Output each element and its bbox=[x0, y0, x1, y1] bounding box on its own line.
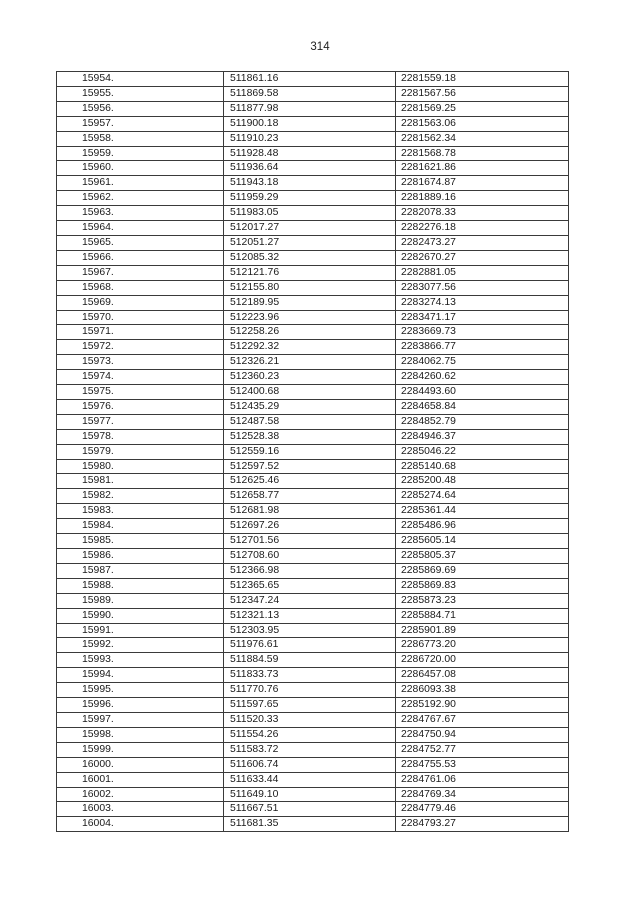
point-number-cell: 15997. bbox=[57, 712, 224, 727]
table-row bbox=[57, 817, 569, 832]
point-number-cell: 15993. bbox=[57, 653, 224, 668]
y-coordinate-cell: 2286720.00 bbox=[396, 653, 569, 668]
y-coordinate-cell: 2282670.27 bbox=[396, 250, 569, 265]
point-number-cell: 15972. bbox=[57, 340, 224, 355]
y-coordinate-cell: 2282276.18 bbox=[396, 221, 569, 236]
y-coordinate-cell: 2283669.73 bbox=[396, 325, 569, 340]
y-coordinate-cell: 2285046.22 bbox=[396, 444, 569, 459]
x-coordinate-cell: 511597.65 bbox=[224, 698, 396, 713]
x-coordinate-cell: 512258.26 bbox=[224, 325, 396, 340]
point-number-cell: 15966. bbox=[57, 250, 224, 265]
x-coordinate-cell: 511583.72 bbox=[224, 742, 396, 757]
page-number: 314 bbox=[310, 41, 330, 53]
y-coordinate-cell: 2281621.86 bbox=[396, 161, 569, 176]
x-coordinate-cell: 512347.24 bbox=[224, 593, 396, 608]
y-coordinate-cell: 2285884.71 bbox=[396, 608, 569, 623]
y-coordinate-cell: 2284755.53 bbox=[396, 757, 569, 772]
table-row bbox=[57, 489, 569, 504]
point-number-cell: 15988. bbox=[57, 578, 224, 593]
x-coordinate-cell: 512085.32 bbox=[224, 250, 396, 265]
y-coordinate-cell: 2283077.56 bbox=[396, 280, 569, 295]
point-number-cell: 15971. bbox=[57, 325, 224, 340]
y-coordinate-cell: 2285869.83 bbox=[396, 578, 569, 593]
x-coordinate-cell: 511606.74 bbox=[224, 757, 396, 772]
table-row bbox=[57, 668, 569, 683]
x-coordinate-cell: 512360.23 bbox=[224, 370, 396, 385]
table-row bbox=[57, 504, 569, 519]
y-coordinate-cell: 2285361.44 bbox=[396, 504, 569, 519]
y-coordinate-cell: 2284752.77 bbox=[396, 742, 569, 757]
x-coordinate-cell: 511833.73 bbox=[224, 668, 396, 683]
table-row bbox=[57, 221, 569, 236]
x-coordinate-cell: 512051.27 bbox=[224, 235, 396, 250]
table-row bbox=[57, 444, 569, 459]
point-number-cell: 15999. bbox=[57, 742, 224, 757]
table-row bbox=[57, 355, 569, 370]
x-coordinate-cell: 511869.58 bbox=[224, 86, 396, 101]
x-coordinate-cell: 512155.80 bbox=[224, 280, 396, 295]
table-row bbox=[57, 399, 569, 414]
point-number-cell: 15956. bbox=[57, 101, 224, 116]
x-coordinate-cell: 511900.18 bbox=[224, 116, 396, 131]
point-number-cell: 15955. bbox=[57, 86, 224, 101]
table-row bbox=[57, 265, 569, 280]
point-number-cell: 15962. bbox=[57, 191, 224, 206]
table-row bbox=[57, 698, 569, 713]
table-row bbox=[57, 534, 569, 549]
y-coordinate-cell: 2281562.34 bbox=[396, 131, 569, 146]
point-number-cell: 15986. bbox=[57, 549, 224, 564]
table-row bbox=[57, 370, 569, 385]
table-row bbox=[57, 206, 569, 221]
point-number-cell: 15992. bbox=[57, 638, 224, 653]
point-number-cell: 15981. bbox=[57, 474, 224, 489]
table-row bbox=[57, 519, 569, 534]
point-number-cell: 15989. bbox=[57, 593, 224, 608]
point-number-cell: 15979. bbox=[57, 444, 224, 459]
point-number-cell: 16001. bbox=[57, 772, 224, 787]
x-coordinate-cell: 511910.23 bbox=[224, 131, 396, 146]
y-coordinate-cell: 2285274.64 bbox=[396, 489, 569, 504]
point-number-cell: 15957. bbox=[57, 116, 224, 131]
table-row bbox=[57, 683, 569, 698]
x-coordinate-cell: 511884.59 bbox=[224, 653, 396, 668]
x-coordinate-cell: 511959.29 bbox=[224, 191, 396, 206]
point-number-cell: 15969. bbox=[57, 295, 224, 310]
x-coordinate-cell: 512528.38 bbox=[224, 429, 396, 444]
point-number-cell: 15965. bbox=[57, 235, 224, 250]
x-coordinate-cell: 511770.76 bbox=[224, 683, 396, 698]
table-row bbox=[57, 623, 569, 638]
x-coordinate-cell: 511633.44 bbox=[224, 772, 396, 787]
table-row bbox=[57, 385, 569, 400]
point-number-cell: 15973. bbox=[57, 355, 224, 370]
x-coordinate-cell: 512365.65 bbox=[224, 578, 396, 593]
table-row bbox=[57, 131, 569, 146]
table-row bbox=[57, 235, 569, 250]
y-coordinate-cell: 2285901.89 bbox=[396, 623, 569, 638]
point-number-cell: 15995. bbox=[57, 683, 224, 698]
x-coordinate-cell: 511554.26 bbox=[224, 727, 396, 742]
point-number-cell: 15982. bbox=[57, 489, 224, 504]
x-coordinate-cell: 511928.48 bbox=[224, 146, 396, 161]
y-coordinate-cell: 2281559.18 bbox=[396, 72, 569, 87]
point-number-cell: 15967. bbox=[57, 265, 224, 280]
point-number-cell: 15976. bbox=[57, 399, 224, 414]
point-number-cell: 15960. bbox=[57, 161, 224, 176]
point-number-cell: 16000. bbox=[57, 757, 224, 772]
y-coordinate-cell: 2284658.84 bbox=[396, 399, 569, 414]
table-row bbox=[57, 101, 569, 116]
point-number-cell: 15959. bbox=[57, 146, 224, 161]
y-coordinate-cell: 2284769.34 bbox=[396, 787, 569, 802]
table-row bbox=[57, 146, 569, 161]
y-coordinate-cell: 2285486.96 bbox=[396, 519, 569, 534]
x-coordinate-cell: 512487.58 bbox=[224, 414, 396, 429]
point-number-cell: 15974. bbox=[57, 370, 224, 385]
x-coordinate-cell: 512435.29 bbox=[224, 399, 396, 414]
y-coordinate-cell: 2281674.87 bbox=[396, 176, 569, 191]
table-row bbox=[57, 742, 569, 757]
x-coordinate-cell: 512559.16 bbox=[224, 444, 396, 459]
y-coordinate-cell: 2285200.48 bbox=[396, 474, 569, 489]
y-coordinate-cell: 2283471.17 bbox=[396, 310, 569, 325]
point-number-cell: 15964. bbox=[57, 221, 224, 236]
table-row bbox=[57, 459, 569, 474]
point-number-cell: 15984. bbox=[57, 519, 224, 534]
y-coordinate-cell: 2286093.38 bbox=[396, 683, 569, 698]
x-coordinate-cell: 512189.95 bbox=[224, 295, 396, 310]
x-coordinate-cell: 512017.27 bbox=[224, 221, 396, 236]
y-coordinate-cell: 2285805.37 bbox=[396, 549, 569, 564]
table-row bbox=[57, 72, 569, 87]
point-number-cell: 15994. bbox=[57, 668, 224, 683]
x-coordinate-cell: 512303.95 bbox=[224, 623, 396, 638]
table-row bbox=[57, 191, 569, 206]
x-coordinate-cell: 512697.26 bbox=[224, 519, 396, 534]
y-coordinate-cell: 2284761.06 bbox=[396, 772, 569, 787]
y-coordinate-cell: 2283866.77 bbox=[396, 340, 569, 355]
point-number-cell: 15987. bbox=[57, 563, 224, 578]
y-coordinate-cell: 2284779.46 bbox=[396, 802, 569, 817]
table-row bbox=[57, 578, 569, 593]
table-row bbox=[57, 295, 569, 310]
table-row bbox=[57, 340, 569, 355]
y-coordinate-cell: 2281563.06 bbox=[396, 116, 569, 131]
table-row bbox=[57, 593, 569, 608]
table-row bbox=[57, 802, 569, 817]
x-coordinate-cell: 511861.16 bbox=[224, 72, 396, 87]
point-number-cell: 15996. bbox=[57, 698, 224, 713]
x-coordinate-cell: 512292.32 bbox=[224, 340, 396, 355]
x-coordinate-cell: 512366.98 bbox=[224, 563, 396, 578]
table-row bbox=[57, 772, 569, 787]
y-coordinate-cell: 2284062.75 bbox=[396, 355, 569, 370]
y-coordinate-cell: 2286457.08 bbox=[396, 668, 569, 683]
point-number-cell: 15968. bbox=[57, 280, 224, 295]
x-coordinate-cell: 511520.33 bbox=[224, 712, 396, 727]
x-coordinate-cell: 512701.56 bbox=[224, 534, 396, 549]
table-row bbox=[57, 638, 569, 653]
x-coordinate-cell: 512121.76 bbox=[224, 265, 396, 280]
y-coordinate-cell: 2286773.20 bbox=[396, 638, 569, 653]
point-number-cell: 15991. bbox=[57, 623, 224, 638]
point-number-cell: 15990. bbox=[57, 608, 224, 623]
y-coordinate-cell: 2282078.33 bbox=[396, 206, 569, 221]
table-row bbox=[57, 563, 569, 578]
y-coordinate-cell: 2285192.90 bbox=[396, 698, 569, 713]
coordinates-table bbox=[56, 71, 569, 832]
table-row bbox=[57, 116, 569, 131]
table-row bbox=[57, 414, 569, 429]
table-row bbox=[57, 712, 569, 727]
x-coordinate-cell: 511983.05 bbox=[224, 206, 396, 221]
y-coordinate-cell: 2284946.37 bbox=[396, 429, 569, 444]
x-coordinate-cell: 511681.35 bbox=[224, 817, 396, 832]
point-number-cell: 15978. bbox=[57, 429, 224, 444]
x-coordinate-cell: 512708.60 bbox=[224, 549, 396, 564]
y-coordinate-cell: 2285140.68 bbox=[396, 459, 569, 474]
point-number-cell: 15975. bbox=[57, 385, 224, 400]
x-coordinate-cell: 511667.51 bbox=[224, 802, 396, 817]
x-coordinate-cell: 512681.98 bbox=[224, 504, 396, 519]
point-number-cell: 15977. bbox=[57, 414, 224, 429]
y-coordinate-cell: 2281568.78 bbox=[396, 146, 569, 161]
y-coordinate-cell: 2284793.27 bbox=[396, 817, 569, 832]
table-row bbox=[57, 310, 569, 325]
y-coordinate-cell: 2284493.60 bbox=[396, 385, 569, 400]
x-coordinate-cell: 512658.77 bbox=[224, 489, 396, 504]
x-coordinate-cell: 512400.68 bbox=[224, 385, 396, 400]
table-row bbox=[57, 280, 569, 295]
x-coordinate-cell: 511943.18 bbox=[224, 176, 396, 191]
point-number-cell: 16003. bbox=[57, 802, 224, 817]
x-coordinate-cell: 512223.96 bbox=[224, 310, 396, 325]
x-coordinate-cell: 512321.13 bbox=[224, 608, 396, 623]
y-coordinate-cell: 2285869.69 bbox=[396, 563, 569, 578]
x-coordinate-cell: 511877.98 bbox=[224, 101, 396, 116]
table-row bbox=[57, 757, 569, 772]
x-coordinate-cell: 511649.10 bbox=[224, 787, 396, 802]
table-row bbox=[57, 250, 569, 265]
y-coordinate-cell: 2281889.16 bbox=[396, 191, 569, 206]
y-coordinate-cell: 2282881.05 bbox=[396, 265, 569, 280]
point-number-cell: 15970. bbox=[57, 310, 224, 325]
y-coordinate-cell: 2281567.56 bbox=[396, 86, 569, 101]
point-number-cell: 15998. bbox=[57, 727, 224, 742]
y-coordinate-cell: 2284750.94 bbox=[396, 727, 569, 742]
table-row bbox=[57, 787, 569, 802]
point-number-cell: 15963. bbox=[57, 206, 224, 221]
table-row bbox=[57, 161, 569, 176]
table-row bbox=[57, 727, 569, 742]
point-number-cell: 15961. bbox=[57, 176, 224, 191]
y-coordinate-cell: 2285605.14 bbox=[396, 534, 569, 549]
point-number-cell: 15983. bbox=[57, 504, 224, 519]
table-row bbox=[57, 176, 569, 191]
point-number-cell: 15980. bbox=[57, 459, 224, 474]
table-row bbox=[57, 608, 569, 623]
x-coordinate-cell: 511936.64 bbox=[224, 161, 396, 176]
table-row bbox=[57, 86, 569, 101]
table-row bbox=[57, 325, 569, 340]
point-number-cell: 16004. bbox=[57, 817, 224, 832]
table-row bbox=[57, 429, 569, 444]
y-coordinate-cell: 2284767.67 bbox=[396, 712, 569, 727]
point-number-cell: 15958. bbox=[57, 131, 224, 146]
x-coordinate-cell: 512625.46 bbox=[224, 474, 396, 489]
coordinates-table-body bbox=[57, 72, 569, 832]
y-coordinate-cell: 2285873.23 bbox=[396, 593, 569, 608]
y-coordinate-cell: 2282473.27 bbox=[396, 235, 569, 250]
point-number-cell: 15954. bbox=[57, 72, 224, 87]
x-coordinate-cell: 511976.61 bbox=[224, 638, 396, 653]
x-coordinate-cell: 512597.52 bbox=[224, 459, 396, 474]
y-coordinate-cell: 2284852.79 bbox=[396, 414, 569, 429]
table-row bbox=[57, 653, 569, 668]
y-coordinate-cell: 2284260.62 bbox=[396, 370, 569, 385]
y-coordinate-cell: 2283274.13 bbox=[396, 295, 569, 310]
point-number-cell: 16002. bbox=[57, 787, 224, 802]
table-row bbox=[57, 474, 569, 489]
y-coordinate-cell: 2281569.25 bbox=[396, 101, 569, 116]
table-row bbox=[57, 549, 569, 564]
x-coordinate-cell: 512326.21 bbox=[224, 355, 396, 370]
point-number-cell: 15985. bbox=[57, 534, 224, 549]
